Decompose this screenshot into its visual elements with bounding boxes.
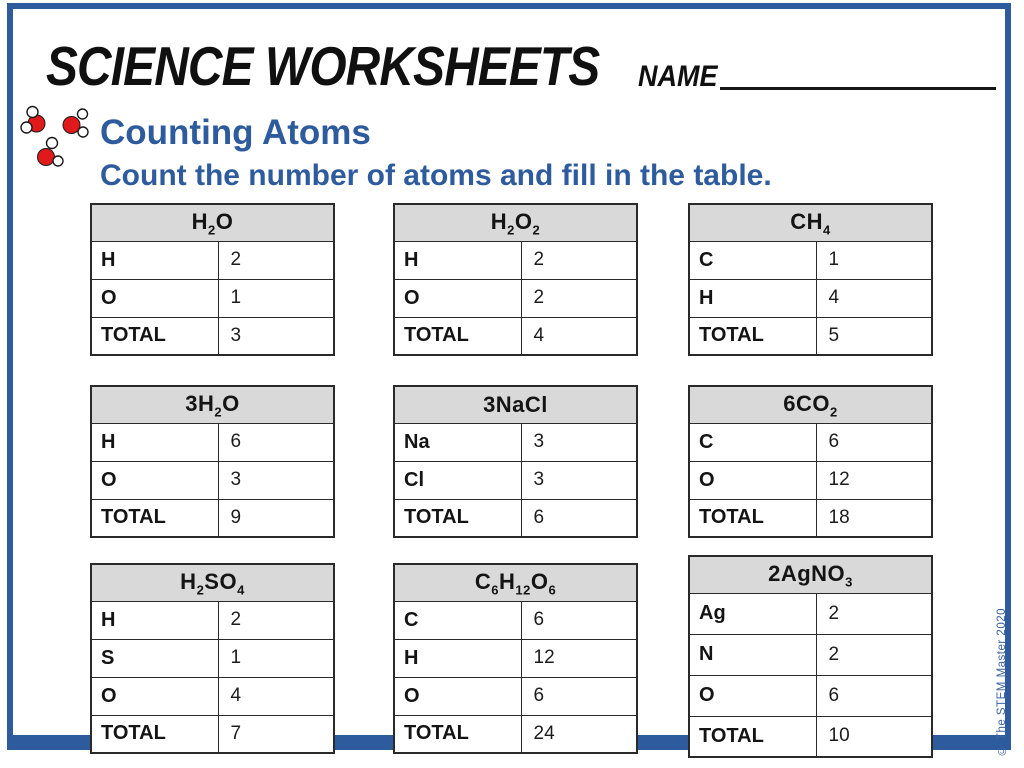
- atom-count: 7: [218, 715, 334, 753]
- atom-count: 3: [218, 317, 334, 355]
- compound-formula: $H_2O_2$: [394, 204, 637, 241]
- total-label: TOTAL: [689, 716, 816, 757]
- table-row: [689, 499, 932, 537]
- table-row: [394, 677, 637, 715]
- atom-count: 2: [218, 601, 334, 639]
- atoms-table: [393, 385, 638, 538]
- element-symbol: H: [689, 279, 816, 317]
- total-label: TOTAL: [689, 317, 816, 355]
- compound-formula: 2AgNO$_3$: [689, 556, 932, 593]
- atom-count: 5: [816, 317, 932, 355]
- compound-table-slot: [688, 385, 933, 538]
- total-label: TOTAL: [91, 499, 218, 537]
- element-symbol: Cl: [394, 461, 521, 499]
- atom-count: 2: [816, 593, 932, 634]
- table-row: [91, 423, 334, 461]
- compound-table-slot: [393, 563, 638, 754]
- table-row: [394, 241, 637, 279]
- atom-count: 2: [218, 241, 334, 279]
- element-symbol: N: [689, 634, 816, 675]
- table-row: [394, 461, 637, 499]
- atom-count: 9: [218, 499, 334, 537]
- atom-count: 1: [218, 279, 334, 317]
- element-symbol: O: [91, 677, 218, 715]
- compound-table-slot: [90, 563, 335, 754]
- atom-count: 12: [521, 639, 637, 677]
- table-row: [689, 461, 932, 499]
- table-row: [689, 634, 932, 675]
- atoms-table: [90, 385, 335, 538]
- atoms-table: [688, 555, 933, 758]
- atoms-table: [688, 385, 933, 538]
- atom-count: 6: [816, 675, 932, 716]
- table-row: [91, 317, 334, 355]
- atom-count: 3: [218, 461, 334, 499]
- element-symbol: H: [91, 601, 218, 639]
- compound-formula: $H_2SO_4$: [91, 564, 334, 601]
- element-symbol: H: [91, 423, 218, 461]
- element-symbol: Na: [394, 423, 521, 461]
- compound-formula: $H_2O$: [91, 204, 334, 241]
- element-symbol: S: [91, 639, 218, 677]
- total-label: TOTAL: [394, 499, 521, 537]
- element-symbol: Ag: [689, 593, 816, 634]
- table-row: [689, 241, 932, 279]
- table-row: [689, 423, 932, 461]
- compound-table-slot: [90, 203, 335, 356]
- atom-count: 6: [521, 499, 637, 537]
- atom-count: 4: [521, 317, 637, 355]
- atoms-table: [90, 203, 335, 356]
- atom-count: 2: [816, 634, 932, 675]
- water-molecules-graphic: [18, 104, 113, 182]
- worksheet-heading: Counting Atoms: [100, 113, 371, 152]
- atom-count: 10: [816, 716, 932, 757]
- table-row: [91, 639, 334, 677]
- compound-formula: $6CO_2$: [689, 386, 932, 423]
- table-row: [91, 499, 334, 537]
- compound-formula: $CH_4$: [689, 204, 932, 241]
- atoms-table: [90, 563, 335, 754]
- element-symbol: H: [394, 639, 521, 677]
- compound-table-slot: [688, 555, 933, 758]
- compound-table-slot: [393, 385, 638, 538]
- atom-count: 24: [521, 715, 637, 753]
- element-symbol: O: [394, 279, 521, 317]
- atom-count: 12: [816, 461, 932, 499]
- compound-formula: $C_6H_{12}O_6$: [394, 564, 637, 601]
- atom-count: 3: [521, 423, 637, 461]
- element-symbol: C: [689, 423, 816, 461]
- total-label: TOTAL: [394, 317, 521, 355]
- element-symbol: O: [689, 461, 816, 499]
- atom-count: 4: [816, 279, 932, 317]
- atom-count: 2: [521, 241, 637, 279]
- table-row: [689, 593, 932, 634]
- water-molecule-icon: [21, 107, 45, 134]
- table-row: [91, 241, 334, 279]
- atom-count: 6: [521, 677, 637, 715]
- atom-count: 3: [521, 461, 637, 499]
- table-row: [394, 601, 637, 639]
- table-row: [91, 601, 334, 639]
- table-row: [689, 716, 932, 757]
- atom-count: 6: [816, 423, 932, 461]
- total-label: TOTAL: [91, 317, 218, 355]
- atom-count: 2: [521, 279, 637, 317]
- element-symbol: C: [394, 601, 521, 639]
- name-row: [638, 52, 996, 94]
- name-blank-line: [720, 87, 996, 90]
- atom-count: 1: [816, 241, 932, 279]
- element-symbol: O: [689, 675, 816, 716]
- element-symbol: O: [91, 461, 218, 499]
- atom-count: 4: [218, 677, 334, 715]
- atoms-table: [688, 203, 933, 356]
- copyright-watermark: © The STEM Master 2020: [996, 607, 1008, 756]
- total-label: TOTAL: [91, 715, 218, 753]
- atom-count: 6: [218, 423, 334, 461]
- compound-formula: $3H_2O$: [91, 386, 334, 423]
- name-label: NAME: [638, 60, 718, 93]
- total-label: TOTAL: [394, 715, 521, 753]
- table-row: [394, 279, 637, 317]
- compound-table-slot: [393, 203, 638, 356]
- table-row: [689, 675, 932, 716]
- element-symbol: H: [394, 241, 521, 279]
- atom-count: 18: [816, 499, 932, 537]
- total-label: TOTAL: [689, 499, 816, 537]
- element-symbol: O: [91, 279, 218, 317]
- element-symbol: H: [91, 241, 218, 279]
- atom-count: 1: [218, 639, 334, 677]
- table-row: [394, 639, 637, 677]
- atoms-table: [393, 563, 638, 754]
- table-row: [91, 715, 334, 753]
- water-molecule-icon: [38, 138, 64, 167]
- compound-table-slot: [90, 385, 335, 538]
- water-molecule-icon: [63, 109, 88, 137]
- atoms-table: [393, 203, 638, 356]
- table-row: [394, 715, 637, 753]
- table-row: [394, 423, 637, 461]
- compound-formula: 3NaCl: [394, 386, 637, 423]
- worksheet-instruction: Count the number of atoms and fill in the table.: [100, 159, 772, 192]
- element-symbol: C: [689, 241, 816, 279]
- table-row: [394, 317, 637, 355]
- table-row: [394, 499, 637, 537]
- table-row: [689, 317, 932, 355]
- table-row: [689, 279, 932, 317]
- element-symbol: O: [394, 677, 521, 715]
- table-row: [91, 677, 334, 715]
- compound-table-slot: [688, 203, 933, 356]
- table-row: [91, 461, 334, 499]
- atom-count: 6: [521, 601, 637, 639]
- table-row: [91, 279, 334, 317]
- page-title: SCIENCE WORKSHEETS: [46, 35, 600, 97]
